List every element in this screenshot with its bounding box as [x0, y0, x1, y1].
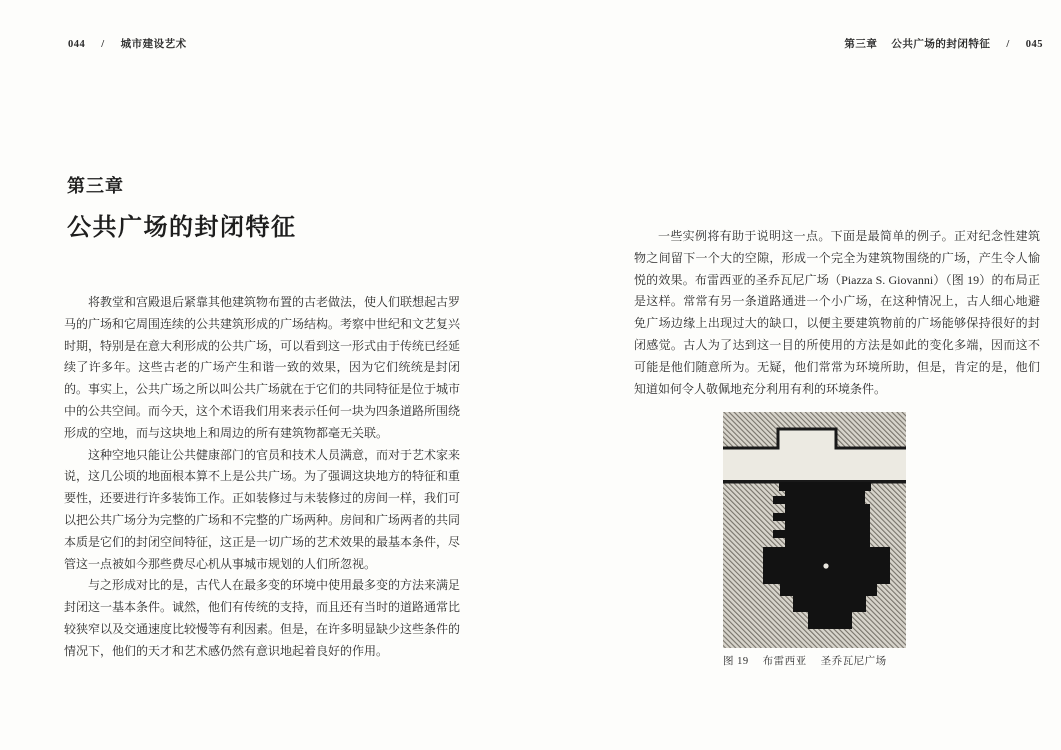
right-header-separator: /: [1006, 39, 1010, 50]
chapter-title: 公共广场的封闭特征: [67, 214, 297, 241]
buttress-3: [773, 530, 786, 538]
left-page-number: 044: [68, 39, 86, 50]
figure-caption-title: 圣乔瓦尼广场: [820, 656, 887, 667]
book-title: 城市建设艺术: [120, 39, 187, 50]
left-paragraph-1: 将教堂和宫殿退后紧靠其他建筑物布置的古老做法，使人们联想起古罗马的广场和它周围连续的公共建筑形成的广场结构。考察中世纪和文艺复兴时期，特别是在意大利形成的公共广场，可以看到这一形式由于传统已经延续了许多年。这些古老的广场产生和谐一致的效果，因为它们统统是封闭的。事实上，公共广场之所以叫公共广场就在于它们的共同特征是位于城市中的公共空间。而今天，这个术语我们用来表示任何一块为四条道路所围绕形成的空地，而与这块地上和周边的所有建筑物都毫无关联。: [64, 295, 461, 440]
figure-caption-label: 图 19: [723, 656, 749, 667]
right-running-head: [844, 36, 1043, 51]
left-header-separator: /: [101, 39, 105, 50]
street-band: [723, 448, 906, 481]
left-running-head: [68, 36, 187, 51]
left-page-body: [64, 292, 460, 663]
street-notch: [778, 428, 836, 450]
figure-caption-location: 布雷西亚: [762, 656, 807, 667]
buttress-1: [773, 496, 786, 504]
right-page-number: 045: [1025, 39, 1043, 50]
buttress-2: [773, 513, 786, 521]
right-header-chapter-title: 公共广场的封闭特征: [891, 39, 991, 50]
figure-caption: [723, 653, 887, 668]
chapter-number: 第三章: [67, 176, 124, 196]
site-plan-image: [723, 412, 906, 648]
plan-center-dot: [823, 563, 828, 568]
left-paragraph-2: 这种空地只能让公共健康部门的官员和技术人员满意，而对于艺术家来说，这几公顷的地面根本算不上是公共广场。为了强调这块地方的特征和重要性，还要进行许多装饰工作。正如装修过与未装修过的房间一样，我们可以把公共广场分为完整的广场和不完整的广场两种。房间和广场两者的共同本质是它们的封闭空间特征，这正是一切广场的艺术效果的最基本条件，尽管这一点被如今那些费尽心机从事城市规划的人们所忽视。: [64, 447, 461, 571]
right-page-body: [634, 226, 1040, 400]
right-paragraph-1: 一些实例将有助于说明这一点。下面是最简单的例子。正对纪念性建筑物之间留下一个大的空隙，形成一个完全为建筑物围绕的广场，产生令人愉悦的效果。布雷西亚的圣乔瓦尼广场（Piazza S. Giovanni）（图 19）的布局正是这样。常常有另一条道路通进一个小广场，在这种情况上，古人细心地避免广场边缘上出现过大的缺口，以便主要建筑物前的广场能够保持很好的封闭感觉。古人为了达到这一目的所使用的方法是如此的变化多端，因而这不可能是他们随意所为。无疑，他们常常为环境所助，但是，肯定的是，他们知道如何令人敬佩地充分利用有利的环境条件。: [634, 229, 1040, 396]
right-header-chapter-number: 第三章: [844, 39, 878, 50]
left-paragraph-3: 与之形成对比的是，古代人在最多变的环境中使用最多变的方法来满足封闭这一基本条件。诚然，他们有传统的支持，而且还有当时的道路通常比较狭窄以及交通速度比较慢等有利因素。但是，在许多明显缺少这些条件的情况下，他们的天才和艺术感仍然有意识地起着良好的作用。: [64, 578, 461, 658]
figure-19: [723, 412, 906, 648]
